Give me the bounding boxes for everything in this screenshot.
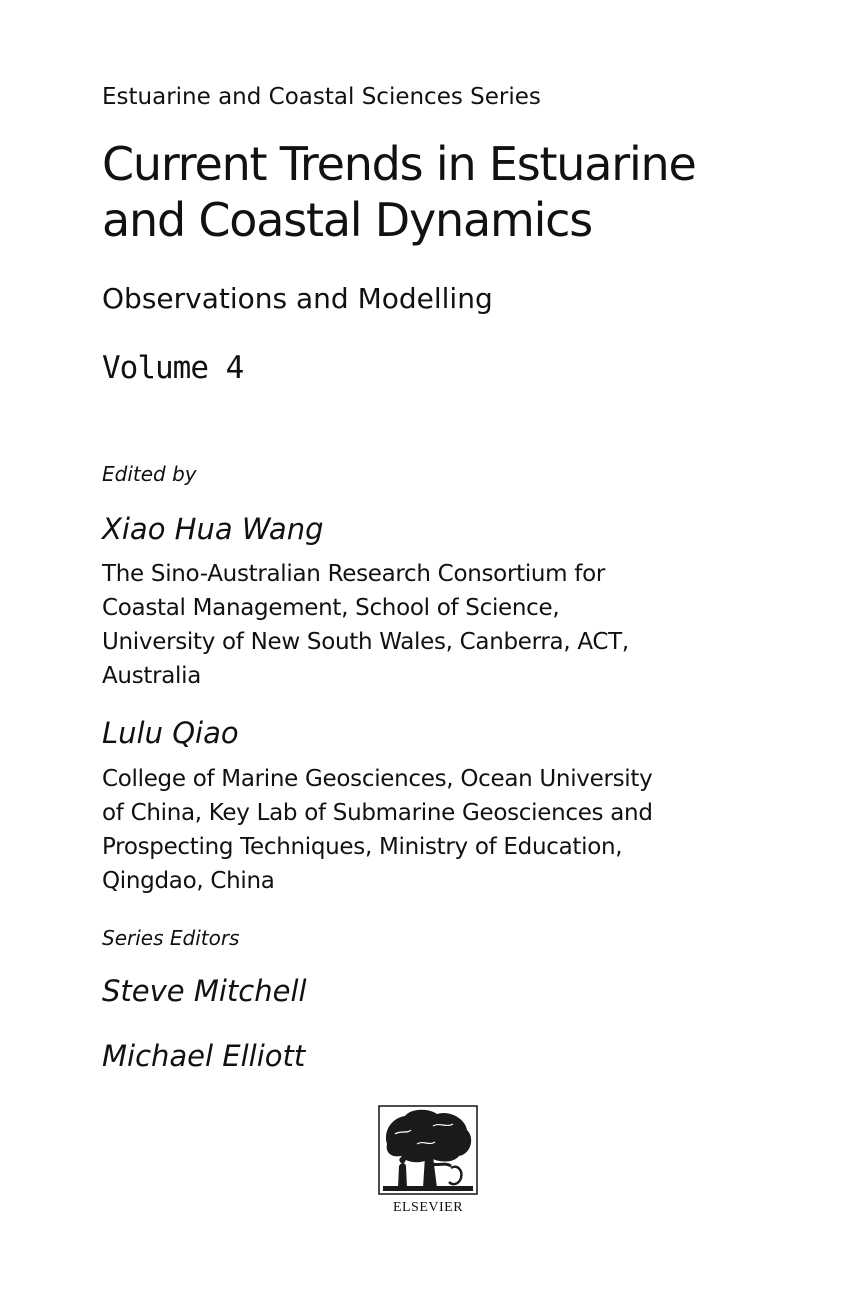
publisher-logo [377,1104,479,1216]
affiliation-line: University of New South Wales, Canberra, ACT, [102,629,629,655]
series-editor-name-2: Michael Elliott [102,1039,306,1073]
affiliation-line: Qingdao, China [102,868,275,894]
editor-affiliation-1 [102,557,629,693]
affiliation-line: College of Marine Geosciences, Ocean University [102,766,653,792]
editor-name-2: Lulu Qiao [102,716,239,750]
series-editors-label: Series Editors [102,926,240,950]
editor-affiliation-2 [102,762,653,898]
elsevier-tree-icon [377,1104,479,1196]
publisher-name: ELSEVIER [392,1200,464,1215]
book-title-line-2: and Coastal Dynamics [102,193,593,247]
affiliation-line: The Sino-Australian Research Consortium for [102,561,606,587]
book-title-line-1: Current Trends in Estuarine [102,137,696,191]
edited-by-label: Edited by [102,462,197,486]
series-editor-name-1: Steve Mitchell [102,974,307,1008]
affiliation-line: Prospecting Techniques, Ministry of Education, [102,834,623,860]
affiliation-line: of China, Key Lab of Submarine Geosciences and [102,800,653,826]
book-subtitle: Observations and Modelling [102,282,493,315]
editor-name-1: Xiao Hua Wang [102,512,324,546]
affiliation-line: Australia [102,663,202,689]
volume-number: Volume 4 [102,350,244,386]
series-name: Estuarine and Coastal Sciences Series [102,84,541,110]
affiliation-line: Coastal Management, School of Science, [102,595,560,621]
book-title [102,136,696,248]
